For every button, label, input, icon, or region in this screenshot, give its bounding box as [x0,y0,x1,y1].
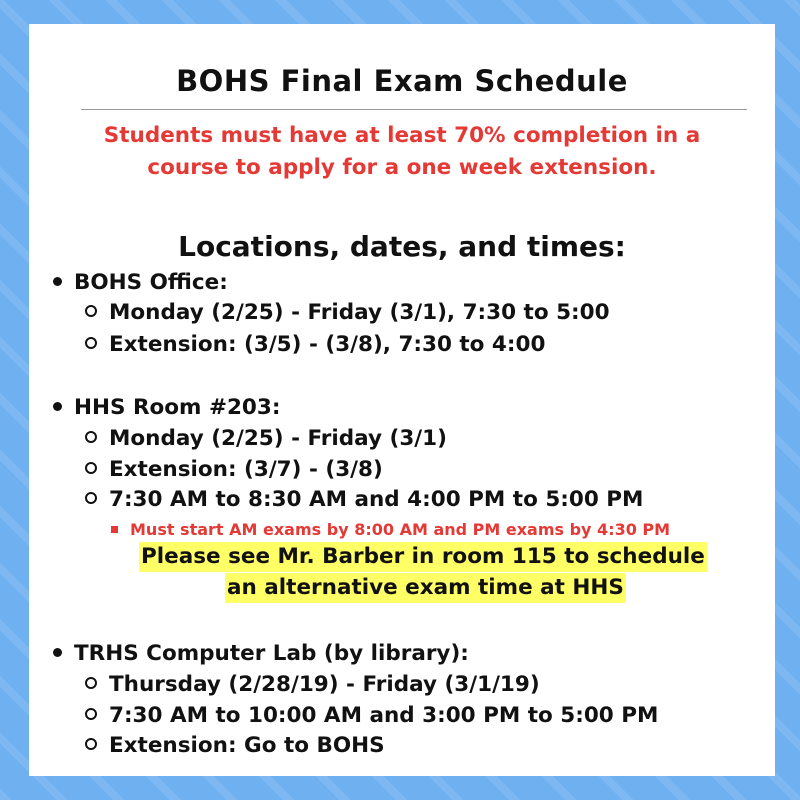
circle-bullet-icon [85,492,97,504]
list-item: Extension: Go to BOHS [85,733,385,758]
list-item: Extension: (3/7) - (3/8) [85,457,383,482]
circle-bullet-icon [85,677,97,689]
disc-bullet-icon [53,402,62,411]
highlight-line-2: an alternative exam time at HHS [225,573,626,603]
disc-bullet-icon [53,277,62,286]
location-hhs-room [53,395,280,420]
circle-bullet-icon [85,462,97,474]
location-name: BOHS Office: [74,270,228,295]
locations-heading: Locations, dates, and times: [178,230,626,263]
schedule-card [29,24,775,776]
extension-notice [69,120,735,184]
red-subnote: Must start AM exams by 8:00 AM and PM exams by 4:30 PM [111,520,670,539]
disc-bullet-icon [53,648,62,657]
highlight-line-1: Please see Mr. Barber in room 115 to schedule [139,542,707,572]
location-name: TRHS Computer Lab (by library): [74,641,469,666]
list-item: Monday (2/25) - Friday (3/1), 7:30 to 5:00 [85,300,610,325]
location-trhs-lab [53,641,469,666]
circle-bullet-icon [85,431,97,443]
notice-line-1: Students must have at least 70% completion in a [103,123,701,148]
location-name: HHS Room #203: [74,395,281,420]
circle-bullet-icon [85,305,97,317]
list-item: 7:30 AM to 8:30 AM and 4:00 PM to 5:00 PM [85,487,643,512]
square-bullet-icon [111,526,118,533]
list-item: Monday (2/25) - Friday (3/1) [85,426,447,451]
page-title: BOHS Final Exam Schedule [176,64,628,98]
circle-bullet-icon [85,708,97,720]
circle-bullet-icon [85,738,97,750]
notice-line-2: course to apply for a one week extension. [147,155,657,180]
list-item: Thursday (2/28/19) - Friday (3/1/19) [85,672,540,697]
location-bohs-office [53,270,228,295]
circle-bullet-icon [85,337,97,349]
list-item: 7:30 AM to 10:00 AM and 3:00 PM to 5:00 PM [85,703,658,728]
divider [81,109,747,110]
list-item: Extension: (3/5) - (3/8), 7:30 to 4:00 [85,332,545,357]
